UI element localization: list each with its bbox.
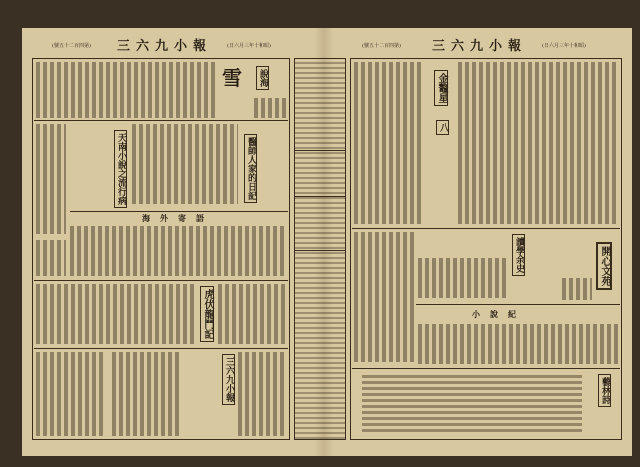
headline-column: 小說紀 bbox=[472, 309, 526, 319]
issue-date: (日六月三年十和昭) bbox=[227, 43, 271, 49]
headline-bottom: 藝林詩 bbox=[598, 374, 611, 407]
article-text bbox=[36, 352, 106, 436]
issue-date-right: (日六月三年十和昭) bbox=[542, 43, 586, 49]
headline-novel-sea: 說海 bbox=[256, 66, 269, 90]
article-text bbox=[132, 124, 238, 204]
headline-overseas: 海外寄語 bbox=[142, 213, 214, 223]
headline-lower: 三六九小報 bbox=[222, 354, 235, 405]
headline-golden-star: 金鼇星 bbox=[434, 70, 448, 106]
headline-history: 讀學余史 bbox=[512, 234, 525, 276]
headline-tiger-dragon: 虎伏龍鬥記 bbox=[200, 286, 214, 342]
chapter-number: 八 bbox=[436, 120, 449, 135]
article-text bbox=[562, 278, 592, 300]
article-text bbox=[354, 232, 414, 362]
article-text bbox=[254, 98, 286, 118]
issue-number-right: (號五十二百四第) bbox=[362, 43, 401, 49]
article-text bbox=[112, 352, 182, 436]
article-text bbox=[418, 258, 508, 298]
article-text bbox=[218, 284, 286, 344]
article-text bbox=[36, 124, 66, 234]
headline-doctor-diary: 醫師人家的日記 bbox=[244, 134, 257, 203]
article-text bbox=[36, 62, 216, 118]
headline-literary-garden: 開心文苑 bbox=[596, 242, 612, 290]
article-text bbox=[36, 284, 196, 344]
calligraphy-title: 雪 bbox=[222, 66, 242, 90]
masthead-right: 三六九小報 bbox=[432, 39, 528, 54]
article-text bbox=[238, 352, 286, 436]
masthead-left: 三六九小報 bbox=[117, 39, 213, 54]
article-text bbox=[36, 240, 66, 276]
newspaper-sheet bbox=[22, 28, 632, 456]
article-text bbox=[418, 324, 618, 364]
article-text bbox=[458, 62, 618, 224]
article-text bbox=[362, 374, 582, 432]
article-text bbox=[354, 62, 424, 224]
issue-number: (號五十二百四第) bbox=[52, 43, 91, 49]
advertisement-column bbox=[294, 58, 346, 440]
article-text bbox=[70, 226, 284, 276]
headline-epidemic: 天南小說之流行病 bbox=[114, 130, 127, 208]
